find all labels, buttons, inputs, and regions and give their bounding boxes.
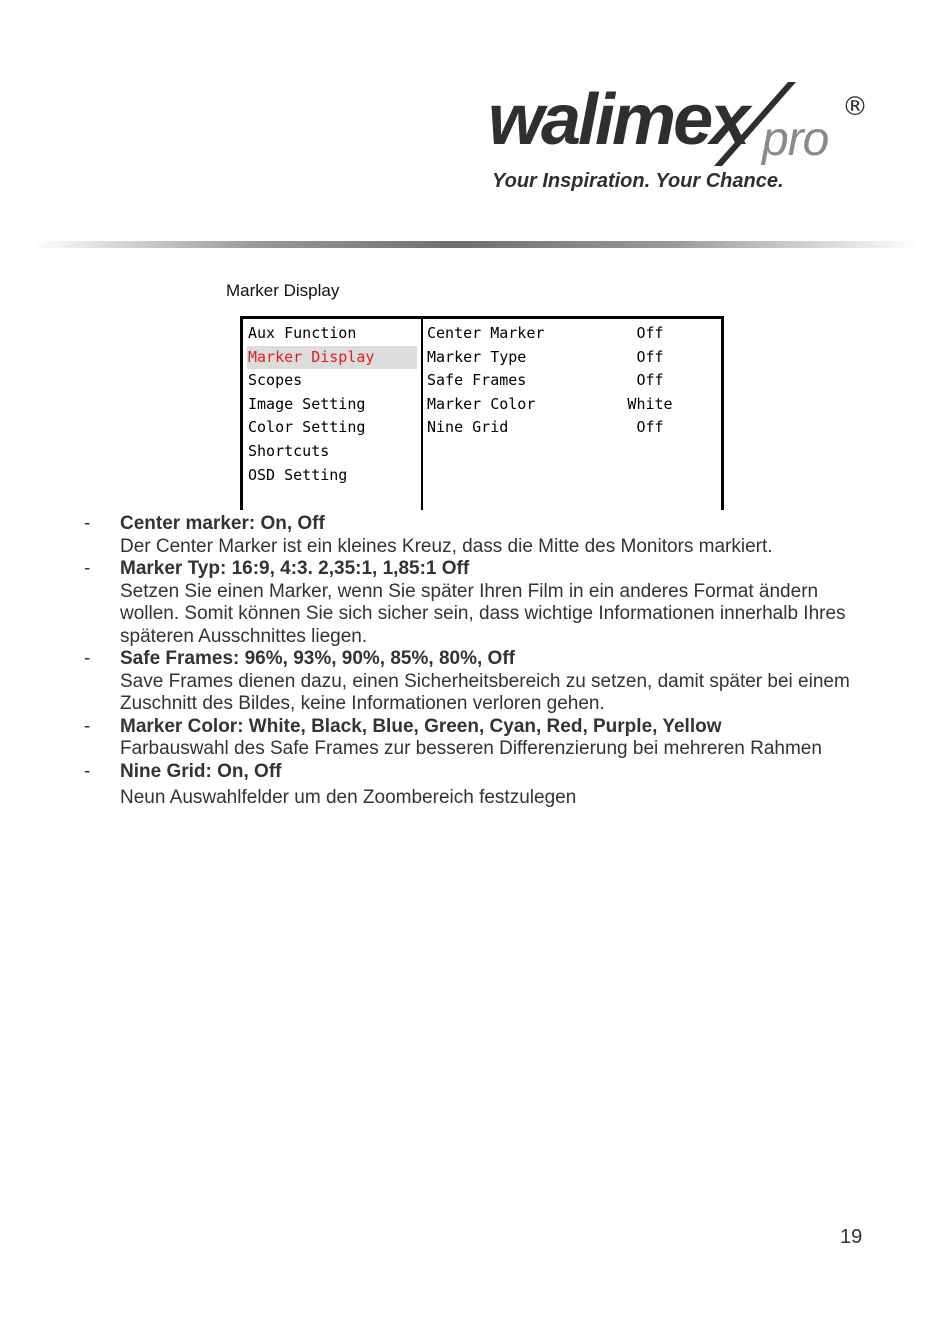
osd-menu-item: Shortcuts — [248, 441, 330, 460]
osd-setting-row — [427, 393, 721, 417]
bullet-dash: - — [84, 513, 91, 534]
registered-mark: ® — [842, 92, 868, 122]
osd-menu-item: Color Setting — [248, 418, 366, 437]
osd-setting-value: Off — [636, 347, 664, 366]
feature-item — [84, 558, 874, 648]
feature-description: Save Frames dienen dazu, einen Sicherheitsbereich zu setzen, damit später bei einem Zuschnitt des Bildes, keine Informationen verloren gehen. — [120, 670, 850, 714]
brand-logo — [488, 80, 888, 195]
logo-pro-text: pro — [762, 113, 829, 166]
bullet-dash: - — [84, 715, 91, 737]
bullet-dash: - — [84, 760, 91, 782]
osd-menu-item: Aux Function — [248, 324, 357, 342]
page-number: 19 — [840, 1226, 863, 1248]
osd-setting-name: Center Marker — [427, 324, 545, 342]
feature-item — [84, 513, 874, 558]
feature-item — [84, 648, 874, 716]
feature-description: Der Center Marker ist ein kleines Kreuz, dass die Mitte des Monitors markiert. — [120, 535, 773, 557]
osd-settings-list — [427, 322, 721, 440]
bullet-dash: - — [84, 558, 91, 579]
osd-menu-item: Scopes — [248, 371, 303, 390]
osd-setting-value: White — [627, 394, 673, 413]
osd-column-divider — [421, 319, 423, 510]
bullet-dash: - — [84, 648, 91, 669]
osd-setting-value: Off — [636, 324, 664, 342]
osd-setting-name: Nine Grid — [427, 418, 509, 437]
feature-item — [84, 761, 874, 810]
osd-setting-name: Marker Type — [427, 347, 527, 366]
osd-setting-row — [427, 369, 721, 393]
osd-menu-list — [247, 322, 417, 487]
osd-setting-name: Marker Color — [427, 394, 536, 413]
feature-title: Center marker: On, Off — [120, 513, 325, 534]
osd-menu-item: Image Setting — [248, 394, 366, 413]
feature-title: Marker Typ: 16:9, 4:3. 2,35:1, 1,85:1 Off — [120, 558, 470, 579]
feature-item — [84, 716, 874, 761]
section-title: Marker Display — [226, 281, 340, 300]
osd-setting-value: Off — [636, 371, 664, 390]
feature-description: Setzen Sie einen Marker, wenn Sie später Ihren Film in ein anderes Format ändern wollen. Somit können Sie sich sicher sein, dass wichtige Informationen innerhalb Ihres späteren Ausschnittes liegen. — [120, 580, 846, 647]
osd-menu-screenshot — [240, 316, 724, 510]
feature-title: Marker Color: White, Black, Blue, Green, Cyan, Red, Purple, Yellow — [120, 715, 722, 737]
osd-setting-row — [427, 416, 721, 440]
osd-setting-row — [427, 322, 721, 346]
feature-title: Safe Frames: 96%, 93%, 90%, 85%, 80%, Off — [120, 648, 515, 669]
brand-tagline: Your Inspiration. Your Chance. — [492, 170, 784, 192]
osd-setting-row — [427, 346, 721, 370]
osd-menu-item: Marker Display — [247, 346, 417, 370]
feature-description: Neun Auswahlfelder um den Zoombereich festzulegen — [120, 787, 577, 808]
header-divider — [30, 241, 920, 248]
osd-menu-item: OSD Setting — [248, 465, 348, 484]
logo-wordmark: walimex — [488, 80, 748, 160]
feature-description: Farbauswahl des Safe Frames zur besseren Differenzierung bei mehreren Rahmen — [120, 738, 822, 759]
osd-setting-name: Safe Frames — [427, 371, 527, 390]
osd-setting-value: Off — [636, 418, 664, 437]
feature-title: Nine Grid: On, Off — [120, 760, 282, 782]
feature-list — [84, 513, 874, 810]
